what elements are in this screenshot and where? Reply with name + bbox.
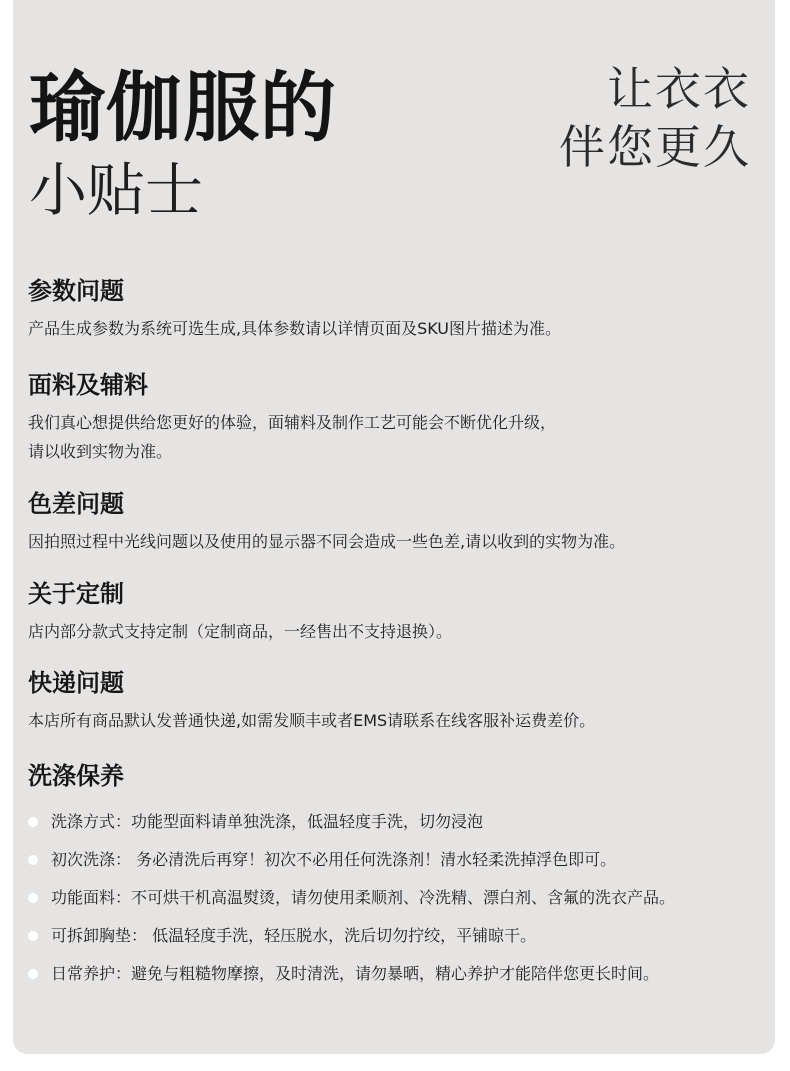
section-customization <box>28 579 763 646</box>
section-shipping <box>28 668 763 735</box>
section-text <box>28 527 763 556</box>
section-color-difference <box>28 489 763 556</box>
page-subtitle: 小贴士 <box>29 156 204 224</box>
list-item <box>28 841 763 879</box>
list-item-text: 日常养护：避免与粗糙物摩擦，及时清洗，请勿暴晒，精心养护才能陪伴您更长时间。 <box>51 964 660 983</box>
section-parameters <box>28 276 763 343</box>
bullet-dot-icon <box>28 893 38 903</box>
care-list <box>28 803 763 993</box>
section-care <box>28 761 763 993</box>
list-item-text: 功能面料：不可烘干机高温熨烫，请勿使用柔顺剂、冷洗精、漂白剂、含氟的洗衣产品。 <box>51 888 676 907</box>
slogan-line-2: 伴您更久 <box>559 120 751 174</box>
page-title: 瑜伽服的 <box>29 63 337 152</box>
section-text <box>28 617 763 646</box>
list-item <box>28 803 763 841</box>
list-item-text: 可拆卸胸垫： 低温轻度手洗，轻压脱水，洗后切勿拧绞，平铺晾干。 <box>51 926 537 945</box>
bullet-dot-icon <box>28 855 38 865</box>
list-item <box>28 917 763 955</box>
section-materials <box>28 370 763 466</box>
section-line: 请以收到实物为准。 <box>28 442 173 461</box>
list-item-text: 洗涤方式：功能型面料请单独洗涤，低温轻度手洗，切勿浸泡 <box>51 812 484 831</box>
section-line: 店内部分款式支持定制（定制商品，一经售出不支持退换）。 <box>28 622 453 641</box>
list-item <box>28 879 763 917</box>
section-heading: 快递问题 <box>28 669 124 697</box>
section-heading: 参数问题 <box>28 277 124 305</box>
section-text <box>28 706 763 735</box>
tips-card <box>13 0 775 1054</box>
section-text <box>28 314 763 343</box>
section-heading: 关于定制 <box>28 580 124 608</box>
section-heading: 面料及辅料 <box>28 371 148 399</box>
section-heading: 洗涤保养 <box>28 762 124 790</box>
section-text <box>28 408 763 466</box>
bullet-dot-icon <box>28 817 38 827</box>
section-line: 因拍照过程中光线问题以及使用的显示器不同会造成一些色差,请以收到的实物为准。 <box>28 532 626 551</box>
section-line: 我们真心想提供给您更好的体验，面辅料及制作工艺可能会不断优化升级， <box>28 413 557 432</box>
slogan-line-1: 让衣衣 <box>607 62 751 116</box>
section-heading: 色差问题 <box>28 490 124 518</box>
list-item-text: 初次洗涤： 务必清洗后再穿！初次不必用任何洗涤剂！清水轻柔洗掉浮色即可。 <box>51 850 617 869</box>
bullet-dot-icon <box>28 969 38 979</box>
section-line: 产品生成参数为系统可选生成,具体参数请以详情页面及SKU图片描述为准。 <box>28 319 562 338</box>
section-line: 本店所有商品默认发普通快递,如需发顺丰或者EMS请联系在线客服补运费差价。 <box>28 711 596 730</box>
bullet-dot-icon <box>28 931 38 941</box>
list-item <box>28 955 763 993</box>
slogan <box>559 60 751 176</box>
